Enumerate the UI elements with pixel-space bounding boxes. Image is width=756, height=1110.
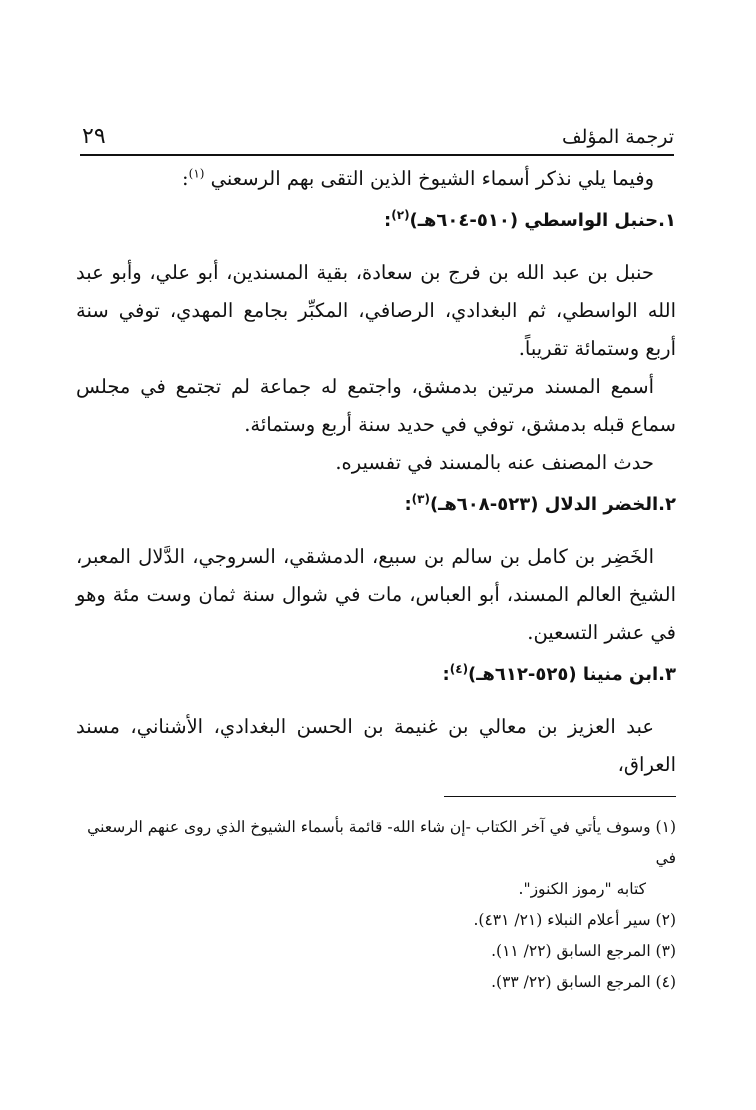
entry-heading-ibn-munayna xyxy=(76,656,676,694)
footnote-ref-4: (٤) xyxy=(449,662,469,676)
page-number: ٢٩ xyxy=(82,124,106,149)
entry-paragraph: حنبل بن عبد الله بن فرج بن سعادة، بقية المسندين، أبو علي، وأبو عبد الله الواسطي، ثم البغدادي، الرصافي، المكبِّر بجامع المهدي، توفي سنة أربع وستمائة تقريباً. xyxy=(76,261,676,360)
running-header xyxy=(80,124,674,156)
intro-colon: : xyxy=(182,167,189,190)
entry-heading-colon: : xyxy=(442,664,450,685)
footnote-separator xyxy=(444,796,676,797)
entry-heading-colon: : xyxy=(384,210,392,231)
footnote-4: (٤) المرجع السابق (٢٢/ ٣٣). xyxy=(491,973,676,991)
footnote-1: (١) وسوف يأتي في آخر الكتاب -إن شاء الله- قائمة بأسماء الشيوخ الذي روى عنهم الرسعني في xyxy=(87,818,676,867)
entry-heading-khadir xyxy=(76,486,676,524)
footnote-2: (٢) سير أعلام النبلاء (٢١/ ٤٣١). xyxy=(473,911,676,929)
entry-paragraph: أسمع المسند مرتين بدمشق، واجتمع له جماعة لم تجتمع في مجلس سماع قبله بدمشق، توفي في حديد سنة أربع وستمائة. xyxy=(76,375,676,436)
footnote-ref-3: (٣) xyxy=(411,492,430,506)
entry-paragraph: حدث المصنف عنه بالمسند في تفسيره. xyxy=(335,451,654,474)
intro-paragraph xyxy=(76,160,676,198)
intro-text: وفيما يلي نذكر أسماء الشيوخ الذين التقى بهم الرسعني xyxy=(210,167,654,190)
footnotes xyxy=(80,812,676,998)
entry-heading-text: ٢.الخضر الدلال (٥٢٣-٦٠٨هـ) xyxy=(429,494,676,515)
entry-paragraph: عبد العزيز بن معالي بن غنيمة بن الحسن البغدادي، الأشناني، مسند العراق، xyxy=(76,715,676,776)
entry-heading-text: ٣.ابن منينا (٥٢٥-٦١٢هـ) xyxy=(468,664,676,685)
main-text xyxy=(76,160,676,784)
running-title: ترجمة المؤلف xyxy=(561,126,674,148)
entry-heading-text: ١.حنبل الواسطي (٥١٠-٦٠٤هـ) xyxy=(409,210,676,231)
footnote-ref-1: (١) xyxy=(188,166,205,181)
entry-heading-hanbal xyxy=(76,202,676,240)
footnote-3: (٣) المرجع السابق (٢٢/ ١١). xyxy=(491,942,676,960)
entry-heading-colon: : xyxy=(404,494,412,515)
footnote-1-continued: كتابه "رموز الكنوز". xyxy=(518,880,646,898)
entry-paragraph: الخَضِر بن كامل بن سالم بن سبيع، الدمشقي، السروجي، الدَّلال المعبر، الشيخ العالم المسند، أبو العباس، مات في شوال سنة ثمان وست مئة وهو في عشر التسعين. xyxy=(76,545,676,644)
footnote-ref-2: (٢) xyxy=(391,208,410,222)
